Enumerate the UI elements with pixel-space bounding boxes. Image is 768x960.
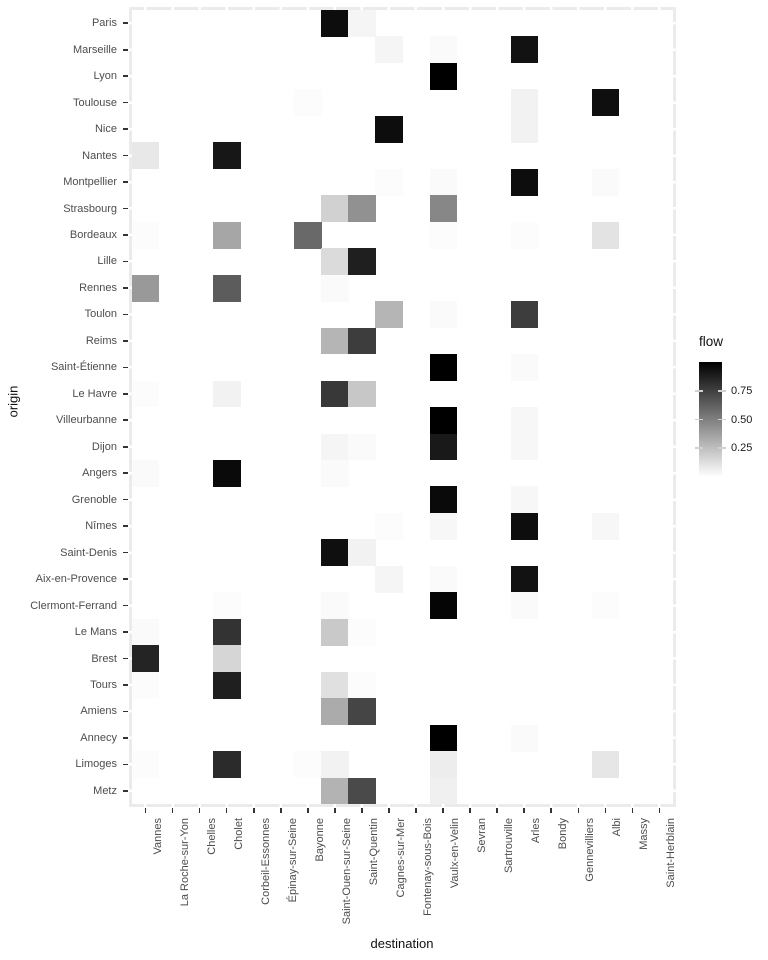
y-axis-label: Saint-Denis [60,546,117,559]
x-axis-tick [442,808,444,813]
y-axis-tick [123,472,128,474]
heatmap-cell [321,592,348,619]
legend-tick-label: 0.75 [731,384,753,397]
x-axis-tick [334,808,336,813]
heatmap-cell [132,381,159,408]
heatmap-cell [375,513,402,540]
x-axis-label: Fontenay-sous-Bois [422,818,435,916]
y-axis-label: Nantes [82,149,117,162]
x-axis-tick [550,808,552,813]
y-axis-tick [123,181,128,183]
heatmap-cell [375,566,402,593]
y-axis-tick [123,499,128,501]
heatmap-cell [511,89,538,116]
heatmap-cell [511,116,538,143]
x-axis-tick [578,808,580,813]
heatmap-cell [321,672,348,699]
heatmap-cell [348,778,375,805]
heatmap-cell [321,381,348,408]
y-axis-label: Paris [91,17,117,30]
heatmap-cell [321,619,348,646]
y-axis-tick [123,75,128,77]
x-axis-label: La Roche-sur-Yon [178,818,191,907]
heatmap-cell [294,89,321,116]
heatmap-cell [430,486,457,513]
x-axis-label: Arles [530,818,543,844]
x-axis-label: Bondy [557,818,570,850]
legend-title: flow [699,334,724,349]
heatmap-cell [348,698,375,725]
y-axis-label: Saint-Étienne [50,361,117,374]
heatmap-cell [213,142,240,169]
x-axis-tick [145,808,147,813]
heatmap-cell [511,222,538,249]
y-axis-label: Marseille [72,43,117,56]
heatmap-cell [430,195,457,222]
x-axis-tick [280,808,282,813]
y-axis-label: Tours [90,678,117,691]
heatmap-cell [430,36,457,63]
heatmap-cell [511,513,538,540]
heatmap-grid [132,10,673,804]
y-axis-label: Brest [91,652,117,665]
y-axis-tick [123,22,128,24]
y-axis-tick [123,234,128,236]
y-axis-tick [123,790,128,792]
y-axis-label: Amiens [80,705,117,718]
x-axis-tick [253,808,255,813]
y-axis-tick [123,552,128,554]
y-axis-tick [123,49,128,51]
heatmap-cell [430,513,457,540]
heatmap-cell [348,672,375,699]
x-axis-label: Vaulx-en-Velin [449,818,462,889]
x-axis-label: Cagnes-sur-Mer [394,818,407,898]
y-axis-tick [123,155,128,157]
heatmap-cell [321,248,348,275]
y-axis-tick [123,128,128,130]
x-axis-tick [361,808,363,813]
y-axis-label: Toulouse [72,96,117,109]
heatmap-cell [321,460,348,487]
x-axis-label: Saint-Herblain [665,818,678,888]
heatmap-cell [430,169,457,196]
heatmap-cell [430,592,457,619]
x-axis-label: Saint-Ouen-sur-Seine [340,818,353,925]
legend-tick-label: 0.25 [731,442,753,455]
heatmap-cell [213,672,240,699]
x-axis-tick [307,808,309,813]
heatmap-cell [511,434,538,461]
x-axis-tick [199,808,201,813]
x-axis-tick [469,808,471,813]
heatmap-cell [375,36,402,63]
x-axis-label: Vannes [151,818,164,855]
y-axis-label: Strasbourg [63,202,117,215]
heatmap-cell [511,486,538,513]
heatmap-cell [321,751,348,778]
heatmap-cell [213,751,240,778]
y-axis-tick [123,419,128,421]
legend-tick [695,419,703,421]
heatmap-cell [348,539,375,566]
x-axis-label: Épinay-sur-Seine [286,818,299,903]
heatmap-cell [348,381,375,408]
y-axis-label: Annecy [80,731,117,744]
y-axis-tick [123,525,128,527]
y-axis-label: Nîmes [85,520,117,533]
x-axis-tick [415,808,417,813]
heatmap-cell [132,275,159,302]
legend-tick [718,447,726,449]
heatmap-cell [511,36,538,63]
heatmap-cell [213,381,240,408]
heatmap-cell [592,592,619,619]
y-axis-label: Aix-en-Provence [35,573,117,586]
legend-tick [695,447,703,449]
y-axis-label: Clermont-Ferrand [30,599,117,612]
y-axis-label: Villeurbanne [56,414,117,427]
heatmap-cell [132,672,159,699]
heatmap-cell [592,169,619,196]
heatmap-cell [375,116,402,143]
heatmap-cell [430,301,457,328]
y-axis-tick [123,578,128,580]
heatmap-cell [132,460,159,487]
y-axis-label: Lille [97,255,117,268]
legend-tick [695,390,703,392]
plot-panel [129,7,676,807]
y-axis-tick [123,340,128,342]
y-axis-label: Reims [85,334,117,347]
y-axis-label: Bordeaux [69,229,117,241]
y-axis-tick [123,605,128,607]
heatmap-cell [348,328,375,355]
y-axis-label: Toulon [84,308,117,321]
y-axis-tick [123,764,128,766]
heatmap-cell [430,434,457,461]
y-axis-label: Grenoble [71,493,117,506]
x-axis-label: Sevran [476,818,489,853]
heatmap-cell [430,751,457,778]
x-axis-label: Sartrouville [503,818,516,874]
x-axis-label: Chelles [205,818,218,855]
heatmap-cell [430,725,457,752]
heatmap-cell [321,778,348,805]
y-axis-tick [123,393,128,395]
heatmap-cell [213,645,240,672]
x-axis-label: Saint-Quentin [367,818,380,886]
y-axis-label: Lyon [93,70,117,83]
heatmap-cell [430,63,457,90]
heatmap-cell [511,301,538,328]
heatmap-cell [511,354,538,381]
heatmap-cell [430,566,457,593]
legend-tick [718,390,726,392]
heatmap-cell [348,248,375,275]
legend-tick-label: 0.50 [731,413,753,426]
heatmap-cell [213,619,240,646]
heatmap-cell [375,169,402,196]
heatmap-cell [375,301,402,328]
y-axis-title: origin [5,385,21,418]
heatmap-cell [294,751,321,778]
heatmap-cell [511,592,538,619]
heatmap-cell [348,434,375,461]
heatmap-cell [430,354,457,381]
y-axis-tick [123,684,128,686]
heatmap-cell [132,751,159,778]
x-axis-label: Corbeil-Essonnes [259,818,272,905]
heatmap-cell [430,222,457,249]
x-axis-tick [388,808,390,813]
heatmap-cell [132,142,159,169]
x-axis-label: Cholet [232,818,245,850]
y-axis-tick [123,314,128,316]
x-axis-label: Massy [638,818,651,850]
heatmap-cell [321,195,348,222]
heatmap-cell [321,10,348,37]
y-axis-label: Angers [82,467,117,480]
y-axis-label: Montpellier [63,176,117,189]
legend [692,330,768,490]
x-axis-tick [172,808,174,813]
heatmap-cell [348,10,375,37]
heatmap-cell [294,222,321,249]
heatmap-cell [592,222,619,249]
y-axis-tick [123,208,128,210]
heatmap-cell [213,460,240,487]
heatmap-cell [132,619,159,646]
heatmap-cell [132,645,159,672]
y-axis-tick [123,102,128,104]
heatmap-cell [321,328,348,355]
heatmap-cell [348,619,375,646]
y-axis-label: Nice [94,123,117,136]
x-axis-label: Albi [611,818,624,837]
heatmap-cell [321,539,348,566]
y-axis-tick [123,446,128,448]
y-axis-label: Rennes [79,281,117,294]
y-axis-tick [123,261,128,263]
x-axis-label: Bayonne [313,818,326,862]
heatmap-cell [213,275,240,302]
heatmap-cell [430,407,457,434]
heatmap-cell [592,89,619,116]
y-axis-label: Le Mans [74,626,117,639]
heatmap-cell [592,751,619,778]
heatmap-cell [430,778,457,805]
heatmap-cell [511,725,538,752]
y-axis-tick [123,737,128,739]
x-axis-tick [632,808,634,813]
x-axis-title: destination [370,936,434,951]
heatmap-cell [348,195,375,222]
y-axis-label: Limoges [75,758,117,771]
legend-tick [718,419,726,421]
heatmap-cell [132,222,159,249]
heatmap-cell [321,434,348,461]
y-axis-label: Metz [93,784,117,797]
y-axis-tick [123,711,128,713]
x-axis-tick [523,808,525,813]
heatmap-cell [321,275,348,302]
y-axis-tick [123,658,128,660]
heatmap-cell [321,698,348,725]
x-axis-tick [496,808,498,813]
x-axis-label: Gennevilliers [584,818,597,882]
y-axis-label: Le Havre [72,387,117,400]
x-axis-tick [226,808,228,813]
heatmap-cell [592,513,619,540]
heatmap-cell [511,169,538,196]
heatmap-cell [213,592,240,619]
heatmap-cell [213,222,240,249]
heatmap-cell [511,566,538,593]
y-axis-label: Dijon [91,440,117,453]
x-axis-tick [605,808,607,813]
x-axis-tick [659,808,661,813]
y-axis-tick [123,631,128,633]
y-axis-tick [123,287,128,289]
y-axis-tick [123,367,128,369]
heatmap-cell [511,407,538,434]
